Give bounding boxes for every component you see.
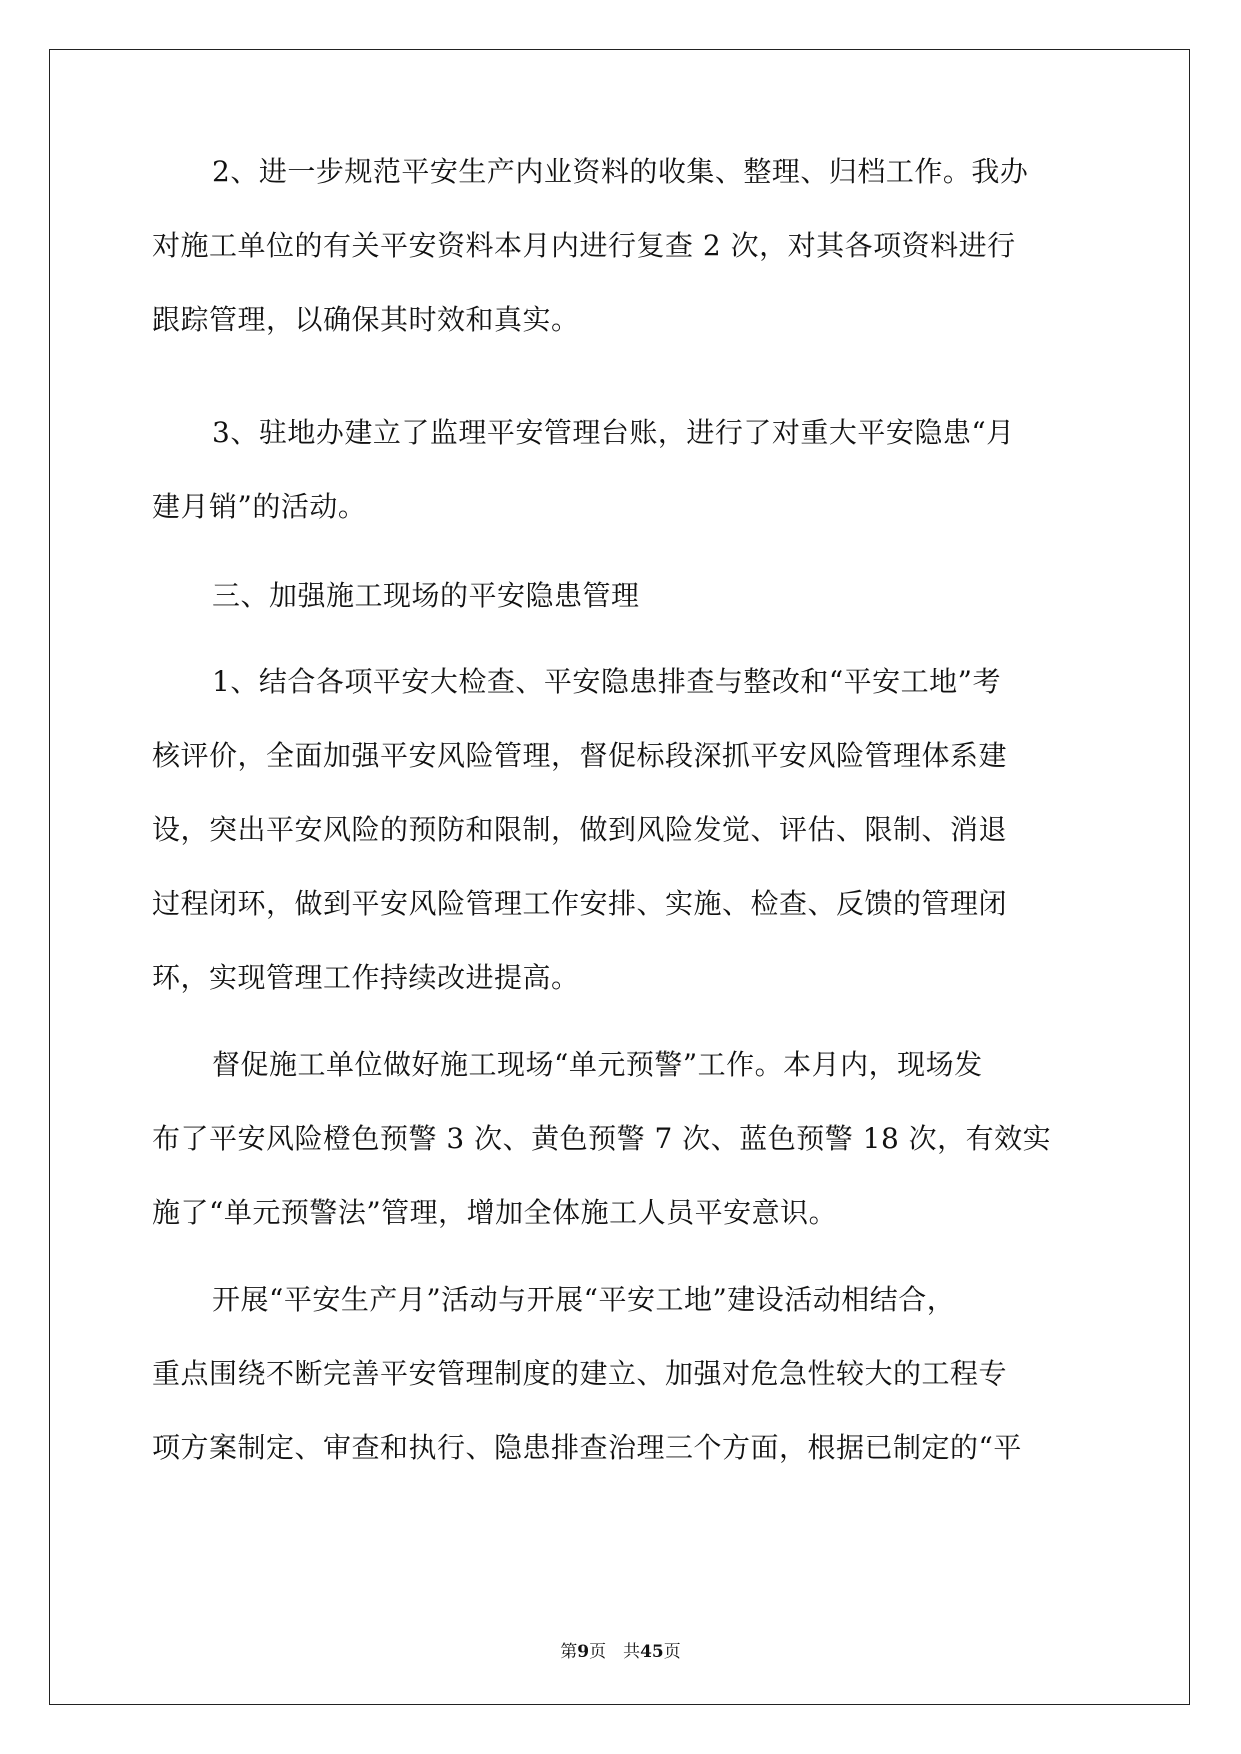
footer-suffix: 页 bbox=[663, 1642, 681, 1662]
text-line: 项方案制定、审查和执行、隐患排查治理三个方面，根据已制定的“平 bbox=[152, 1431, 1022, 1464]
text-line: 2、进一步规范平安生产内业资料的收集、整理、归档工作。我办 bbox=[212, 155, 1029, 188]
total-pages-number: 45 bbox=[640, 1642, 664, 1662]
text-line: 建月销”的活动。 bbox=[152, 490, 367, 523]
text-line: 布了平安风险橙色预警 3 次、黄色预警 7 次、蓝色预警 18 次，有效实 bbox=[152, 1122, 1052, 1155]
current-page-number: 9 bbox=[577, 1642, 590, 1662]
page-footer bbox=[0, 1637, 1241, 1662]
text-line: 核评价，全面加强平安风险管理，督促标段深抓平安风险管理体系建 bbox=[152, 739, 1008, 772]
footer-prefix: 第 bbox=[560, 1642, 578, 1662]
text-line: 过程闭环，做到平安风险管理工作安排、实施、检查、反馈的管理闭 bbox=[152, 887, 1008, 920]
section-heading: 三、加强施工现场的平安隐患管理 bbox=[212, 579, 640, 612]
text-line: 跟踪管理，以确保其时效和真实。 bbox=[152, 303, 580, 336]
text-line: 环，实现管理工作持续改进提高。 bbox=[152, 961, 580, 994]
footer-middle: 页 共 bbox=[589, 1642, 641, 1662]
text-line: 重点围绕不断完善平安管理制度的建立、加强对危急性较大的工程专 bbox=[152, 1357, 1008, 1390]
text-line: 开展“平安生产月”活动与开展“平安工地”建设活动相结合， bbox=[212, 1283, 956, 1316]
text-line: 设，突出平安风险的预防和限制，做到风险发觉、评估、限制、消退 bbox=[152, 813, 1008, 846]
text-line: 督促施工单位做好施工现场“单元预警”工作。本月内，现场发 bbox=[212, 1048, 983, 1081]
text-line: 对施工单位的有关平安资料本月内进行复查 2 次，对其各项资料进行 bbox=[152, 229, 1016, 262]
text-line: 施了“单元预警法”管理，增加全体施工人员平安意识。 bbox=[152, 1196, 838, 1229]
text-line: 3、驻地办建立了监理平安管理台账，进行了对重大平安隐患“月 bbox=[212, 416, 1015, 449]
text-line: 1、结合各项平安大检查、平安隐患排查与整改和“平安工地”考 bbox=[212, 665, 1001, 698]
